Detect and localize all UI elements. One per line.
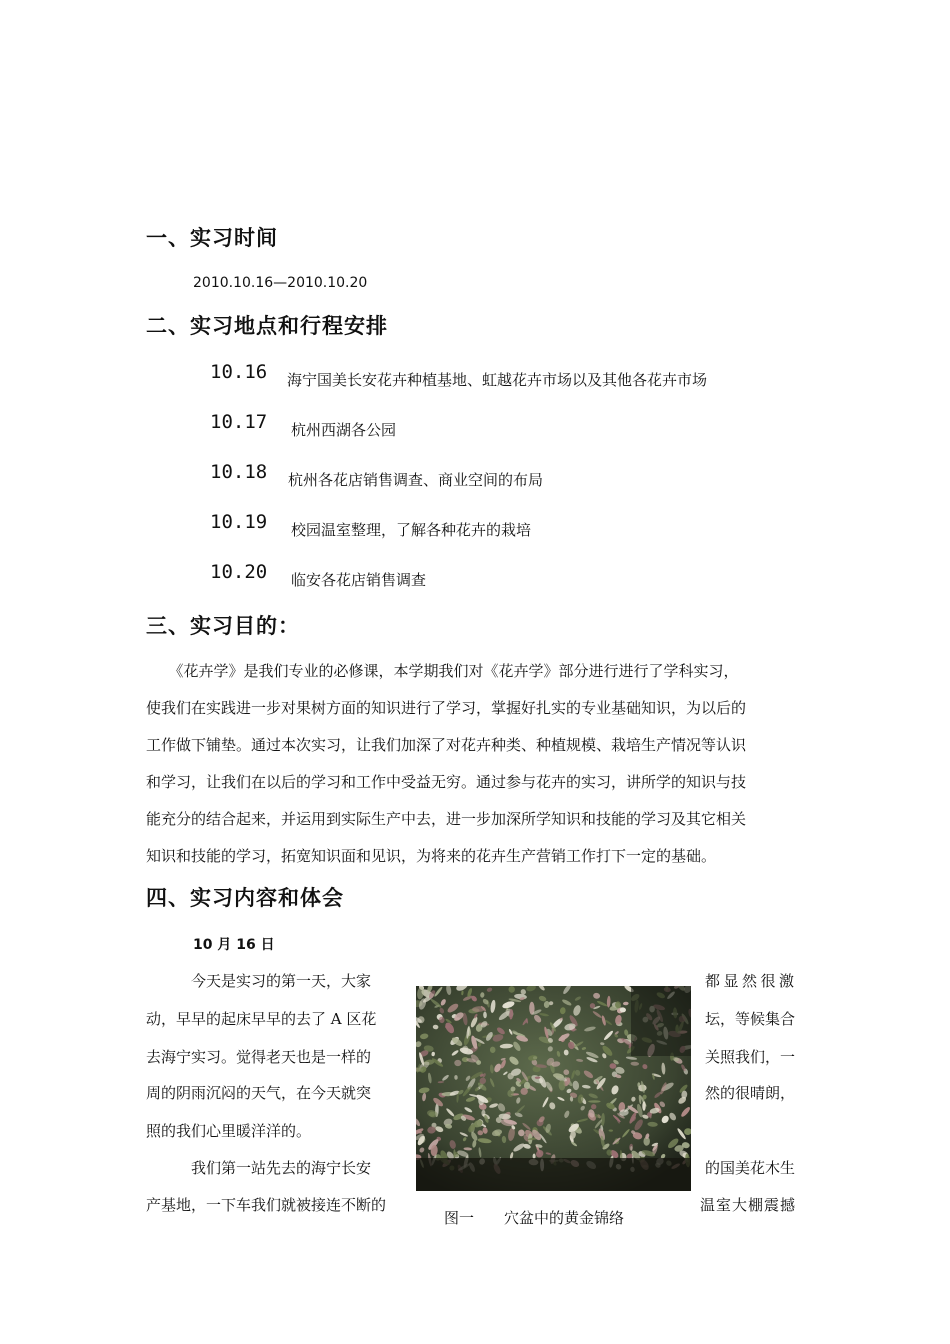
purpose-paragraph-line: 知识和技能的学习，拓宽知识面和见识，为将来的花卉生产营销工作打下一定的基础。 (146, 847, 717, 865)
body-text-line: 坛，等候集合 (705, 1010, 796, 1028)
schedule-desc: 校园温室整理，了解各种花卉的栽培 (291, 521, 532, 539)
schedule-date: 10.16 (210, 361, 268, 383)
schedule-date: 10.18 (210, 461, 268, 483)
purpose-paragraph-line: 《花卉学》是我们专业的必修课，本学期我们对《花卉学》部分进行进行了学科实习， (146, 662, 739, 680)
body-text-line: 我们第一站先去的海宁长安 (191, 1159, 372, 1177)
internship-date-range: 2010.10.16—2010.10.20 (193, 275, 368, 291)
schedule-date: 10.20 (210, 561, 268, 583)
schedule-date: 10.19 (210, 511, 268, 533)
schedule-desc: 杭州各花店销售调查、商业空间的布局 (288, 471, 544, 489)
purpose-paragraph-line: 工作做下铺垫。通过本次实习，让我们加深了对花卉种类、种植规模、栽培生产情况等认识 (146, 736, 747, 754)
figure-caption: 图一 穴盆中的黄金锦络 (444, 1209, 625, 1227)
body-text-line: 动，早早的起床早早的去了 A 区花 (146, 1010, 377, 1028)
section-title-content: 四、实习内容和体会 (146, 886, 344, 910)
body-text-line: 温室大棚震撼 (700, 1196, 797, 1214)
section-title-purpose: 三、实习目的： (146, 614, 300, 638)
section-title-time: 一、实习时间 (146, 226, 278, 250)
leaf-texture (588, 1100, 600, 1102)
purpose-paragraph-line: 使我们在实践进一步对果树方面的知识进行了学习，掌握好扎实的专业基础知识，为以后的 (146, 699, 747, 717)
seedling-tray-photo (416, 986, 691, 1191)
schedule-desc: 杭州西湖各公园 (291, 421, 397, 439)
body-text-line: 照的我们心里暖洋洋的。 (146, 1122, 312, 1140)
day-heading: 10 月 16 日 (193, 937, 275, 953)
schedule-date: 10.17 (210, 411, 268, 433)
body-text-line: 今天是实习的第一天，大家 (191, 972, 372, 990)
schedule-desc: 临安各花店销售调查 (291, 571, 427, 589)
body-text-line: 的国美花木生 (705, 1159, 796, 1177)
body-text-line: 去海宁实习。觉得老天也是一样的 (146, 1048, 372, 1066)
leaf-texture (642, 1101, 645, 1111)
purpose-paragraph-line: 能充分的结合起来，并运用到实际生产中去，进一步加深所学知识和技能的学习及其它相关 (146, 810, 747, 828)
body-text-line: 都显然很激 (705, 972, 798, 990)
body-text-line: 产基地，一下车我们就被接连不断的 (146, 1196, 387, 1214)
body-text-line: 然的很晴朗， (705, 1084, 796, 1102)
schedule-desc: 海宁国美长安花卉种植基地、虹越花卉市场以及其他各花卉市场 (287, 371, 708, 389)
body-text-line: 关照我们，一 (705, 1048, 796, 1066)
leaf-texture (559, 1080, 566, 1090)
leaf-texture (630, 1146, 632, 1151)
section-title-location: 二、实习地点和行程安排 (146, 314, 388, 338)
purpose-paragraph-line: 和学习，让我们在以后的学习和工作中受益无穷。通过参与花卉的实习，讲所学的知识与技 (146, 773, 747, 791)
body-text-line: 周的阴雨沉闷的天气，在今天就突 (146, 1084, 372, 1102)
